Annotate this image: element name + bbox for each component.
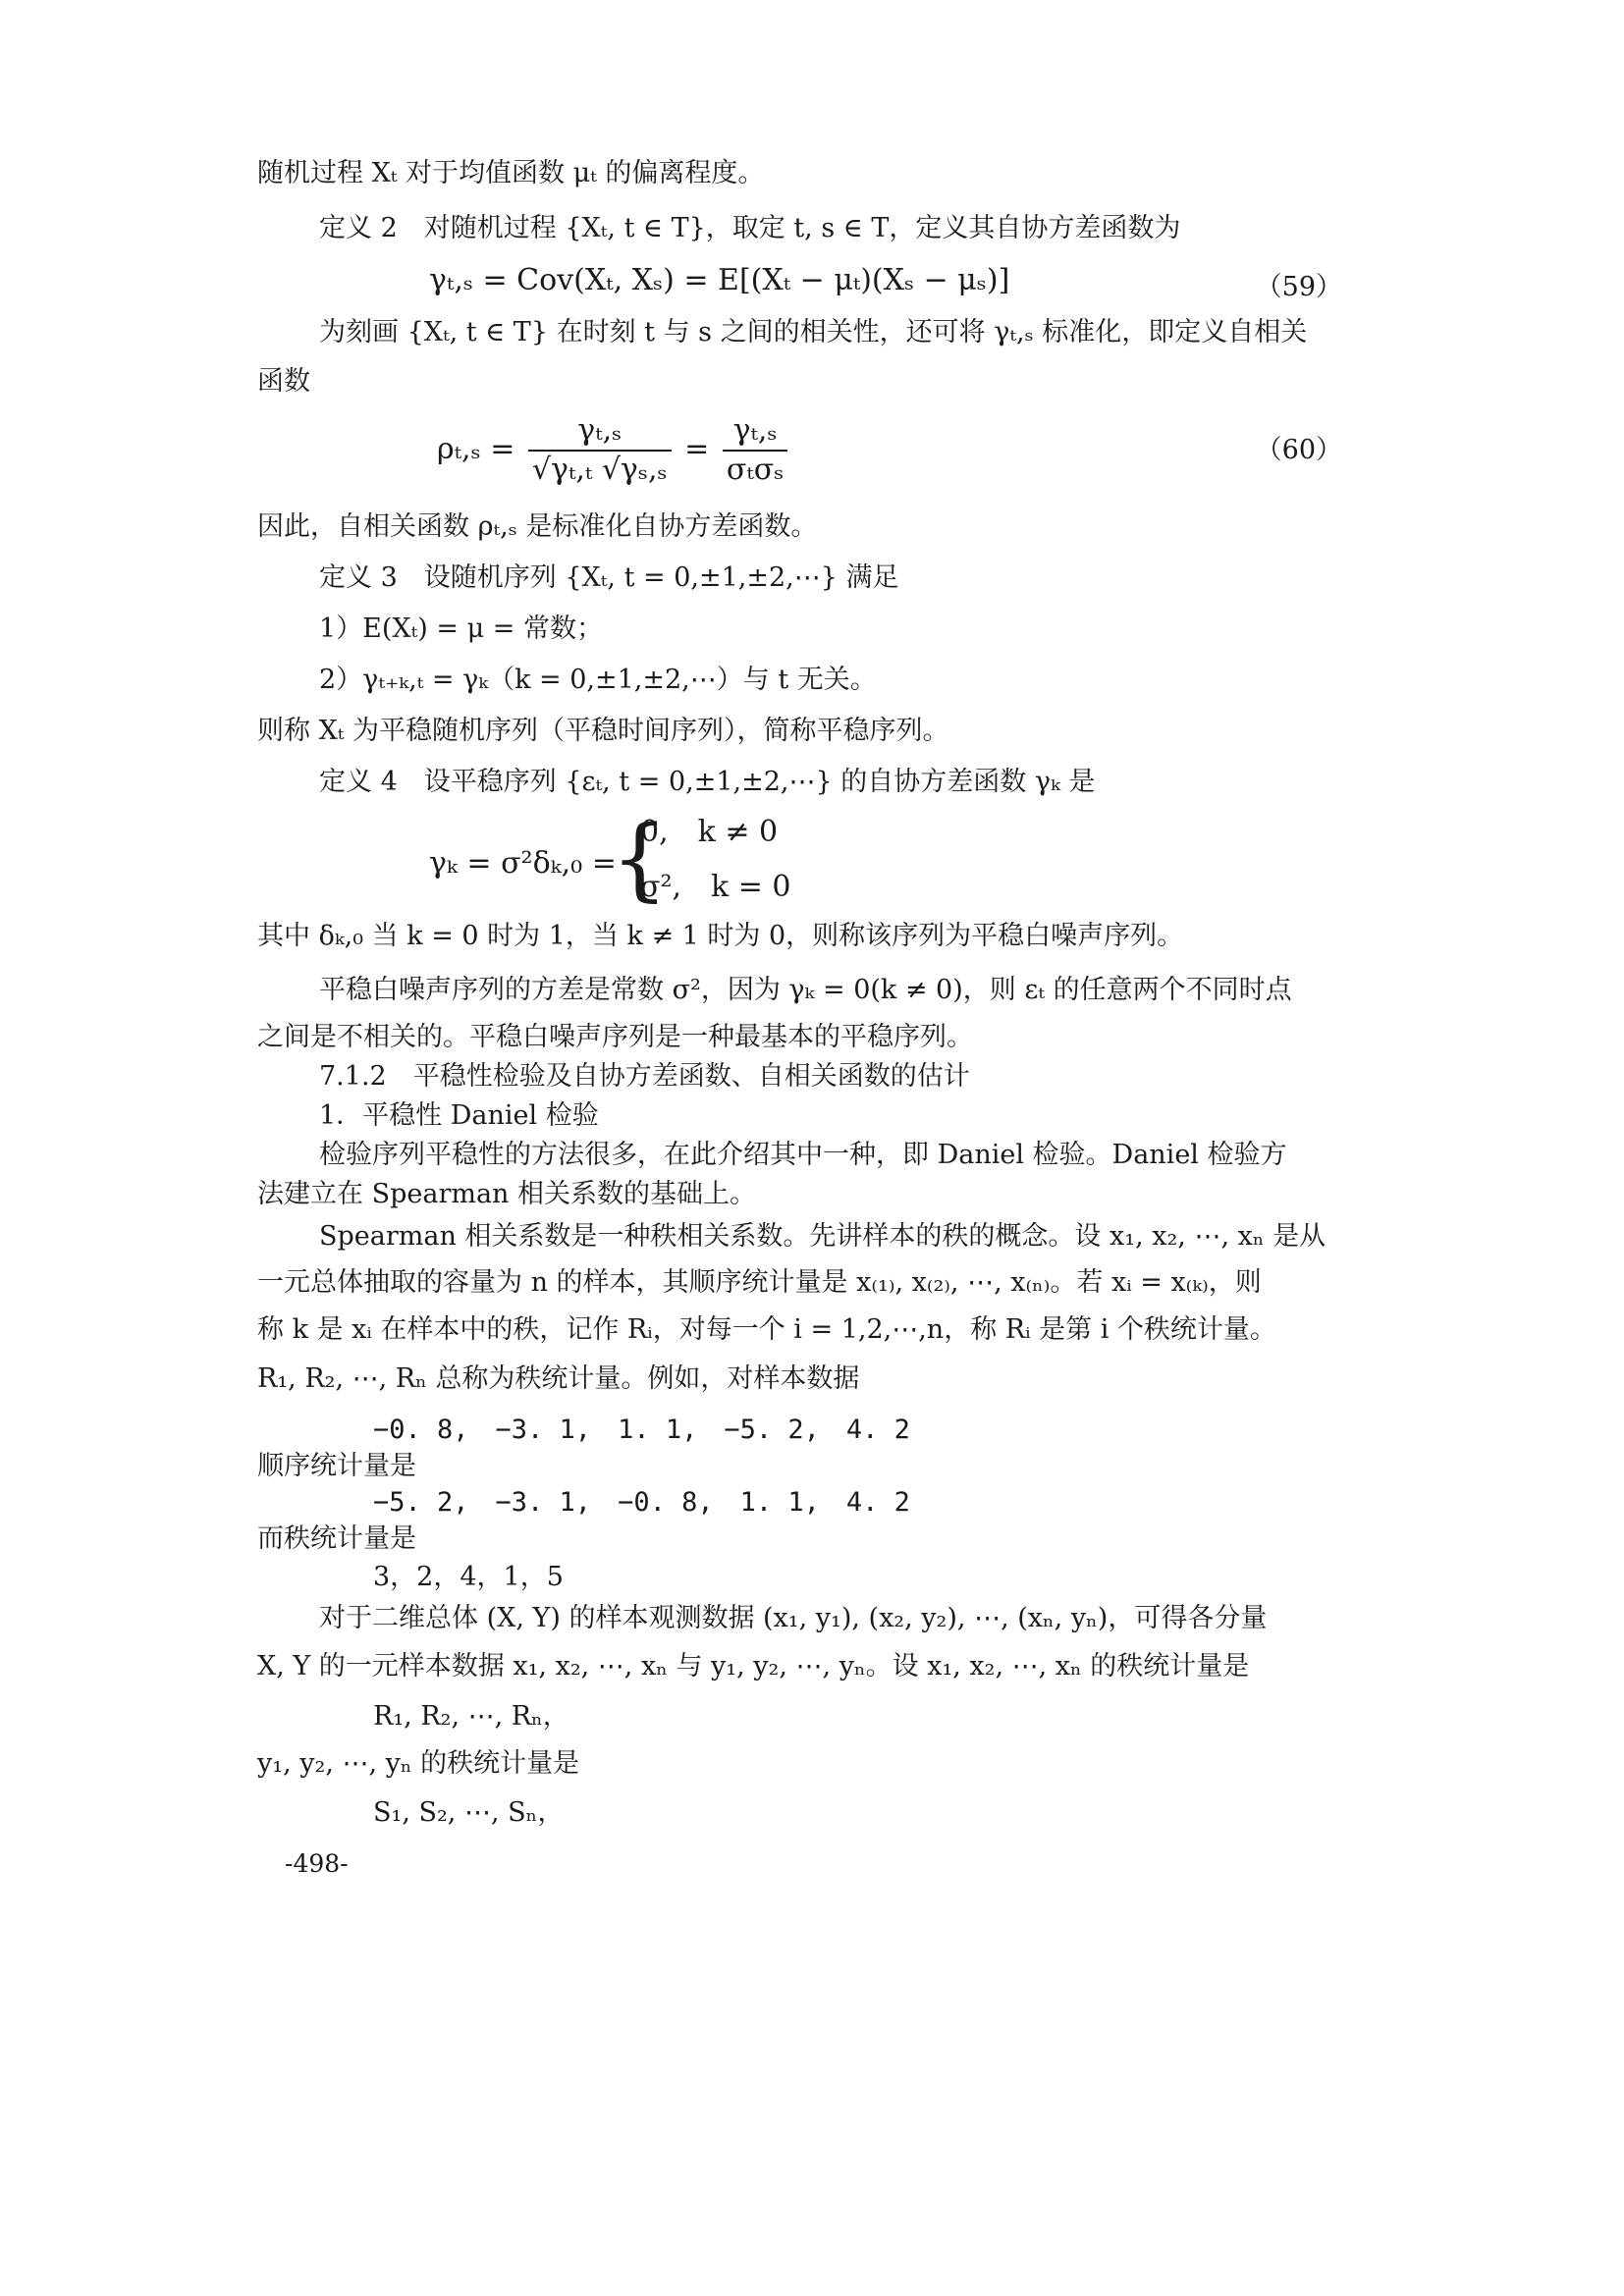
fraction-denominator: √γₜ,ₜ √γₛ,ₛ — [531, 453, 668, 487]
equation-number-60: （60） — [1255, 435, 1342, 465]
sample-data: −0. 8, −3. 1, 1. 1, −5. 2, 4. 2 — [373, 1415, 910, 1445]
text-line: 检验序列平稳性的方法很多，在此介绍其中一种，即 Daniel 检验。Daniel 检验方 — [319, 1140, 1287, 1170]
equation-def4-lhs: γₖ = σ²δₖ,₀ = — [429, 846, 617, 881]
definition-4: 定义 4 设平稳序列 {εₜ, t = 0,±1,±2,⋯} 的自协方差函数 γₖ 是 — [319, 767, 1096, 797]
equation-60 — [437, 412, 791, 489]
definition-2: 定义 2 对随机过程 {Xₜ, t ∈ T}，取定 t, s ∈ T，定义其自协方差函数为 — [319, 213, 1181, 243]
rank-statistics-data: 3，2，4，1，5 — [373, 1562, 564, 1592]
brace-symbol: { — [611, 806, 669, 911]
text-line: 其中 δₖ,₀ 当 k = 0 时为 1，当 k ≠ 1 时为 0，则称该序列为平稳白噪声序列。 — [257, 921, 1184, 951]
fraction-denominator: σₜσₛ — [726, 453, 785, 487]
text-line: y₁, y₂, ⋯, yₙ 的秩统计量是 — [257, 1748, 580, 1779]
fraction-numerator: γₜ,ₛ — [528, 412, 672, 452]
equation-number-59: （59） — [1255, 272, 1342, 302]
text-line: 法建立在 Spearman 相关系数的基础上。 — [257, 1179, 757, 1209]
subsection-heading: 1．平稳性 Daniel 检验 — [319, 1100, 599, 1131]
equation-def4-case-2: σ², k = 0 — [640, 870, 791, 904]
text-line: 而秩统计量是 — [257, 1523, 416, 1554]
order-statistics-data: −5. 2, −3. 1, −0. 8, 1. 1, 4. 2 — [373, 1487, 910, 1518]
fraction-numerator: γₜ,ₛ — [723, 412, 787, 452]
rank-list-r: R₁, R₂, ⋯, Rₙ， — [373, 1701, 569, 1732]
text-line: R₁, R₂, ⋯, Rₙ 总称为秩统计量。例如，对样本数据 — [257, 1363, 860, 1394]
condition-2: 2）γₜ₊ₖ,ₜ = γₖ（k = 0,±1,±2,⋯）与 t 无关。 — [319, 665, 877, 695]
text-line: X, Y 的一元样本数据 x₁, x₂, ⋯, xₙ 与 y₁, y₂, ⋯, yₙ。设 x₁, x₂, ⋯, xₙ 的秩统计量是 — [257, 1651, 1250, 1682]
text-line: 平稳白噪声序列的方差是常数 σ²，因为 γₖ = 0(k ≠ 0)，则 εₜ 的任意两个不同时点 — [319, 975, 1292, 1005]
definition-3: 定义 3 设随机序列 {Xₜ, t = 0,±1,±2,⋯} 满足 — [319, 562, 899, 593]
equals-sign: = — [684, 432, 710, 466]
section-heading: 7.1.2 平稳性检验及自协方差函数、自相关函数的估计 — [319, 1061, 970, 1092]
fraction — [528, 412, 672, 489]
text-line: 随机过程 Xₜ 对于均值函数 μₜ 的偏离程度。 — [257, 158, 765, 188]
text-line: 为刻画 {Xₜ, t ∈ T} 在时刻 t 与 s 之间的相关性，还可将 γₜ,ₛ 标准化，即定义自相关 — [319, 317, 1308, 347]
fraction — [723, 412, 787, 489]
rank-list-s: S₁, S₂, ⋯, Sₙ， — [373, 1797, 565, 1828]
page-number: -498- — [285, 1849, 349, 1878]
text-line: 之间是不相关的。平稳白噪声序列是一种最基本的平稳序列。 — [257, 1022, 973, 1052]
text-line: 一元总体抽取的容量为 n 的样本，其顺序统计量是 x₍₁₎, x₍₂₎, ⋯, x₍ₙ₎。若 xᵢ = x₍ₖ₎，则 — [257, 1267, 1262, 1298]
equation-59: γₜ,ₛ = Cov(Xₜ, Xₛ) = E[(Xₜ − μₜ)(Xₛ − μₛ)] — [429, 263, 1010, 297]
text-line: 则称 Xₜ 为平稳随机序列（平稳时间序列），简称平稳序列。 — [257, 716, 949, 746]
text-line: 对于二维总体 (X, Y) 的样本观测数据 (x₁, y₁), (x₂, y₂), ⋯, (xₙ, yₙ)，可得各分量 — [319, 1603, 1268, 1633]
text-line: 称 k 是 xᵢ 在样本中的秩，记作 Rᵢ，对每一个 i = 1,2,⋯,n，称 Rᵢ 是第 i 个秩统计量。 — [257, 1314, 1276, 1345]
condition-1: 1）E(Xₜ) = μ = 常数； — [319, 614, 603, 644]
text-line: 函数 — [257, 366, 310, 397]
text-line: Spearman 相关系数是一种秩相关系数。先讲样本的秩的概念。设 x₁, x₂, ⋯, xₙ 是从 — [319, 1221, 1326, 1252]
equation-60-lhs: ρₜ,ₛ = — [437, 432, 515, 466]
text-line: 因此，自相关函数 ρₜ,ₛ 是标准化自协方差函数。 — [257, 511, 818, 542]
text-line: 顺序统计量是 — [257, 1451, 416, 1481]
equation-def4-case-1: 0, k ≠ 0 — [640, 815, 779, 849]
